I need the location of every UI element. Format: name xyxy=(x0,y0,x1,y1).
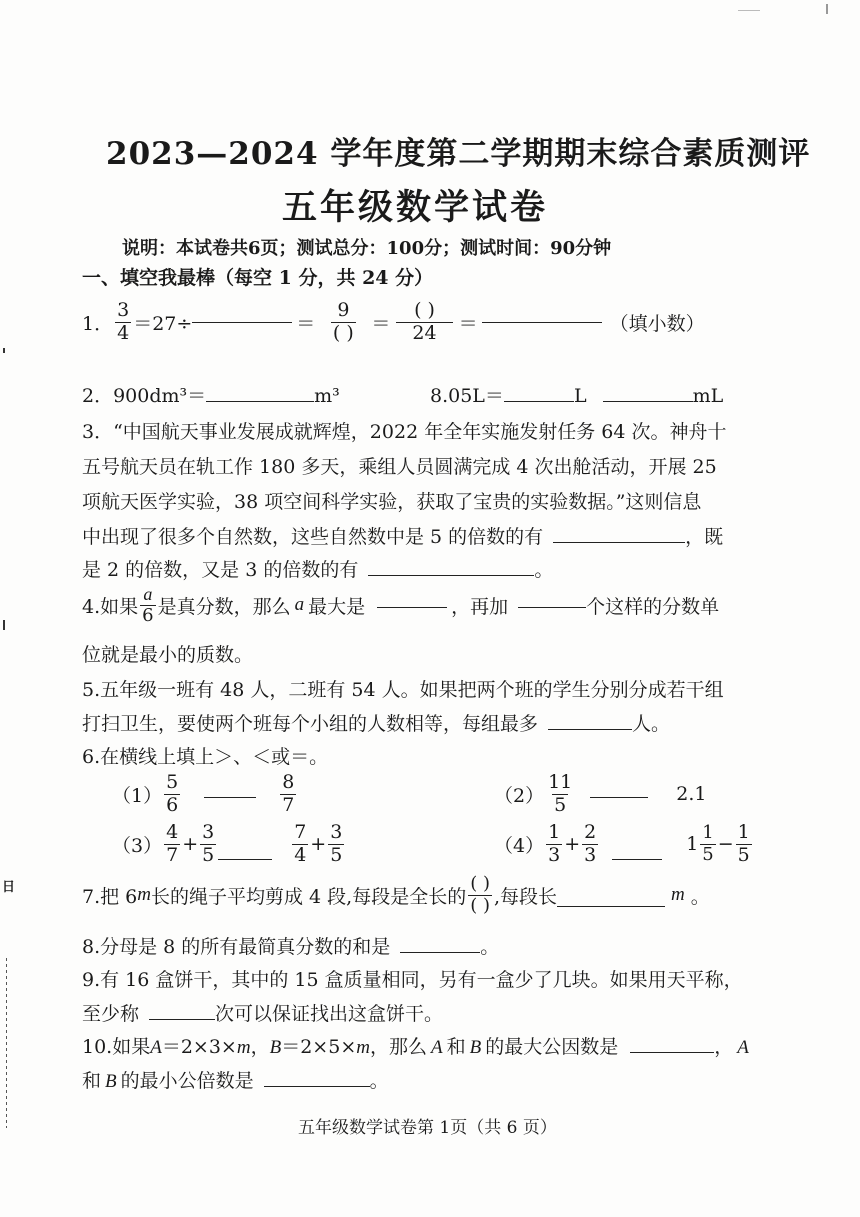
binding-mark xyxy=(3,620,5,630)
question-10-line-2: 和 B 的最小公倍数是 。 xyxy=(82,1070,389,1092)
margin-glyph: 日 xyxy=(2,880,16,895)
q6-blank-1[interactable] xyxy=(204,796,256,798)
question-2b: 8.05L＝ L mL xyxy=(430,385,724,407)
q8-blank[interactable] xyxy=(400,951,480,953)
corner-mark xyxy=(826,4,828,14)
exam-note: 说明：本试卷共6页；测试总分：100分；测试时间：90分钟 xyxy=(122,238,612,259)
q10-blank-1[interactable] xyxy=(630,1051,714,1053)
q7-fraction-blank[interactable]: $\frac{( )}{( )}$ xyxy=(470,873,490,916)
question-3-line-1: 3．“中国航天事业发展成就辉煌，2022 年全年实施发射任务 64 次。神舟十 xyxy=(82,421,727,443)
corner-mark xyxy=(738,10,760,11)
question-1: 1． $\frac{3}{4}$ ＝27÷ ＝ $\frac{9}{( )}$ ＝ $\frac{( )}{24}$ ＝ （填小数） xyxy=(82,299,705,344)
question-5-line-1: 5.五年级一班有 48 人，二班有 54 人。如果把两个班的学生分别分成若干组 xyxy=(82,679,724,701)
question-6-part-4: （4） $\frac{1}{3}$ + $\frac{2}{3}$ 1 $\frac{1}{5}$ − $\frac{1}{5}$ xyxy=(494,821,750,866)
question-3-line-2: 五号航天员在轨工作 180 多天，乘组人员圆满完成 4 次出舱活动，开展 25 xyxy=(82,456,717,478)
question-6-part-3: （3） $\frac{4}{7}$ + $\frac{3}{5}$ $\frac{7}{4}$ + $\frac{3}{5}$ xyxy=(112,821,343,866)
question-6-part-2: （2） $\frac{11}{5}$ 2.1 xyxy=(494,771,707,816)
q1-fraction-2: $\frac{9}{( )}$ xyxy=(332,299,354,344)
question-7: 7.把 6 m 长的绳子平均剪成 4 段,每段是全长的 $\frac{( )}{( )}$ ,每段长 m 。 xyxy=(82,873,710,916)
question-6-title: 6.在横线上填上＞、＜或＝。 xyxy=(82,746,329,768)
question-4-line-2: 位就是最小的质数。 xyxy=(82,644,254,666)
q2-blank-2[interactable] xyxy=(504,400,574,402)
q4-blank-1[interactable] xyxy=(377,606,447,608)
q6-blank-4[interactable] xyxy=(612,858,662,860)
binding-dotted-line xyxy=(6,958,7,1128)
q9-blank[interactable] xyxy=(149,1018,215,1020)
q1-fraction-1: $\frac{3}{4}$ xyxy=(117,299,130,344)
question-8: 8.分母是 8 的所有最简真分数的和是 。 xyxy=(82,936,500,958)
question-3-line-3: 项航天医学实验，38 项空间科学实验，获取了宝贵的实验数据。”这则信息 xyxy=(82,491,702,513)
q10-blank-2[interactable] xyxy=(264,1085,370,1087)
binding-mark xyxy=(3,348,5,353)
section-header: 一、填空我最棒（每空 1 分，共 24 分） xyxy=(82,267,434,289)
question-2: 2．900dm³＝ m³ xyxy=(82,385,340,407)
page-footer: 五年级数学试卷第 1页（共 6 页） xyxy=(298,1118,557,1138)
q6-blank-3[interactable] xyxy=(218,858,272,860)
q7-blank[interactable] xyxy=(557,905,665,907)
q3-blank-2[interactable] xyxy=(368,574,534,576)
question-3-line-5: 是 2 的倍数，又是 3 的倍数的有 。 xyxy=(82,559,554,581)
q1-blank-2[interactable] xyxy=(482,321,602,323)
q5-blank[interactable] xyxy=(548,728,632,730)
q2-blank-1[interactable] xyxy=(206,400,314,402)
question-3-line-4: 中出现了很多个自然数，这些自然数中是 5 的倍数的有 ，既 xyxy=(82,526,724,548)
question-9-line-2: 至少称 次可以保证找出这盒饼干。 xyxy=(82,1003,444,1025)
q1-blank-1[interactable] xyxy=(192,321,292,323)
question-4: 4.如果 $\frac{a}{6}$ 是真分数，那么 a 最大是 ，再加 个这样的分数单 xyxy=(82,584,720,626)
question-9-line-1: 9.有 16 盒饼干，其中的 15 盒质量相同，另有一盒少了几块。如果用天平称， xyxy=(82,969,743,991)
question-5-line-2: 打扫卫生，要使两个班每个小组的人数相等，每组最多 人。 xyxy=(82,713,671,735)
question-6-part-1: （1） $\frac{5}{6}$ $\frac{8}{7}$ xyxy=(112,771,295,816)
q4-fraction: $\frac{a}{6}$ xyxy=(142,584,154,626)
q6-blank-2[interactable] xyxy=(590,796,648,798)
q2-blank-3[interactable] xyxy=(603,400,693,402)
exam-title: 2023—2024 学年度第二学期期末综合素质测评 xyxy=(106,136,811,172)
exam-subtitle: 五年级数学试卷 xyxy=(282,187,549,228)
q1-fraction-3: $\frac{( )}{24}$ xyxy=(396,300,452,345)
q3-blank-1[interactable] xyxy=(553,541,685,543)
question-10-line-1: 10.如果A＝2×3×m，B＝2×5×m，那么 A 和 B 的最大公因数是 ， A xyxy=(82,1036,749,1058)
q4-blank-2[interactable] xyxy=(518,606,586,608)
